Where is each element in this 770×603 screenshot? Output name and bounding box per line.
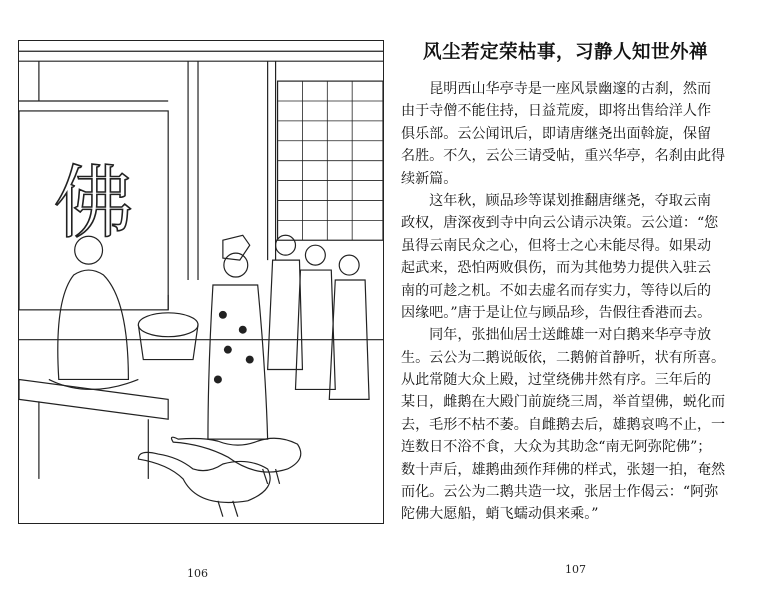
- text-line: 名胜。不久，云公三请受帖，重兴华亭，名刹由此得: [401, 148, 726, 165]
- text-line: 昆明西山华亭寺是一座风景幽邃的古刹，然而: [401, 81, 712, 97]
- text-line: 由于寺僧不能住持，日益荒废，即将出售给洋人作: [401, 103, 712, 120]
- text-line: 生。云公为二鹅说皈依，二鹅俯首静听，状有所喜。: [401, 349, 726, 366]
- text-line: 去，毛形不枯不萎。自雌鹅去后，雄鹅哀鸣不止，一: [401, 416, 726, 433]
- body-text: [401, 78, 767, 526]
- text-line: 数十声后，雄鹅曲颈作拜佛的样式，张翅一拍，奄然: [401, 461, 726, 478]
- paragraph-3: [401, 324, 767, 526]
- text-line: 某日，雌鹅在大殿门前旋绕三周，举首望佛，蜕化而: [401, 394, 726, 411]
- text-line: 虽得云南民众之心，但将士之心未能尽得。如果动: [401, 237, 712, 254]
- paragraph-1: [401, 78, 767, 190]
- right-page: [385, 0, 770, 603]
- text-line: 政权，唐深夜到寺中向云公请示决策。云公道：“您: [401, 215, 719, 232]
- calligraphy-character: 佛: [53, 156, 134, 250]
- page-number-left: 106: [187, 567, 208, 580]
- text-line: 俱乐部。云公闻讯后，即请唐继尧出面斡旋，保留: [401, 125, 712, 142]
- text-line: 陀佛大愿船，蛸飞蠕动俱来乘。”: [401, 506, 599, 523]
- illustration: [18, 40, 384, 524]
- chapter-title: 风尘若定荣枯事，习静人知世外禅: [423, 42, 709, 63]
- text-line: 从此常随大众上殿，过堂绕佛井然有序。三年后的: [401, 372, 712, 389]
- page-number-right: 107: [565, 563, 586, 576]
- text-line: 而化。云公为二鹅共造一坟，张居士作偈云：“阿弥: [401, 484, 719, 501]
- text-line: 这年秋，顾品珍等谋划推翻唐继尧，夺取云南: [401, 192, 712, 209]
- temple-scene-drawing: [19, 41, 383, 523]
- text-line: 起武来，恐怕两败俱伤，而为其他势力提供入驻云: [401, 260, 712, 277]
- text-line: 连数日不浴不食，大众为其助念“南无阿弥陀佛”；: [401, 439, 712, 456]
- text-line: 同年，张拙仙居士送雌雄一对白鹅来华亭寺放: [401, 327, 712, 344]
- text-line: 续新篇。: [401, 170, 458, 187]
- text-line: 因缘吧。”唐于是让位与顾品珍，告假往香港而去。: [401, 304, 712, 321]
- text-line: 南的可趁之机。不如去虚名而存实力，等待以后的: [401, 282, 712, 299]
- paragraph-2: [401, 190, 767, 324]
